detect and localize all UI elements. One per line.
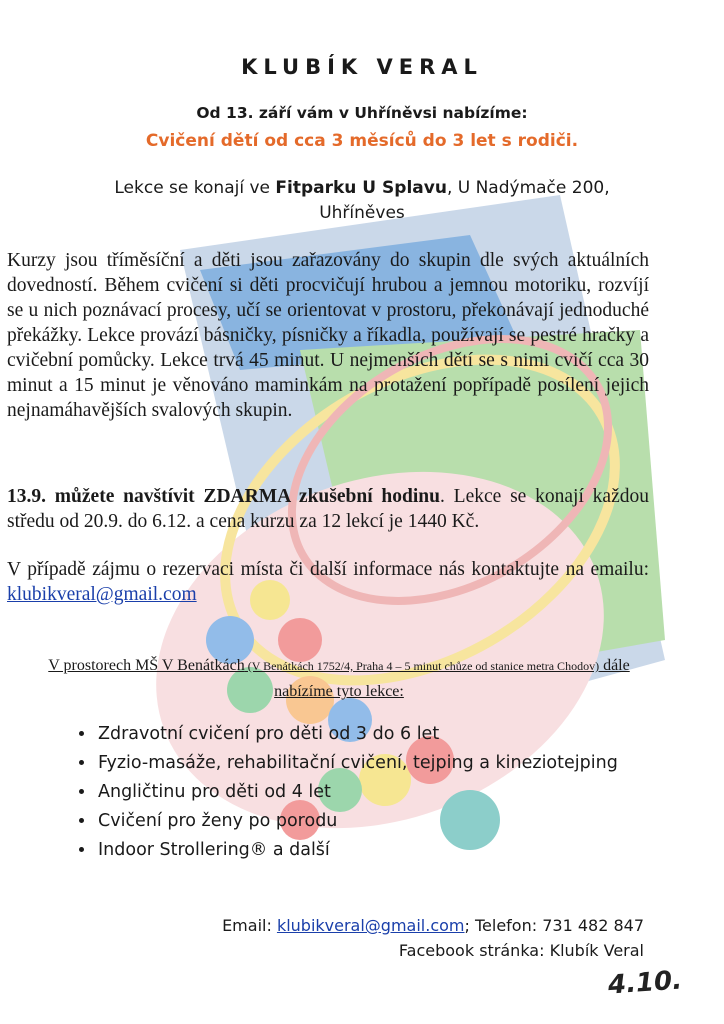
footer-email-link[interactable]: klubikveral@gmail.com bbox=[276, 916, 465, 935]
contact-text: V případě zájmu o rezervaci místa či další informace nás kontaktujte na emailu: bbox=[7, 559, 649, 580]
venue-prefix: Lekce se konají ve bbox=[114, 178, 276, 198]
venue-line bbox=[40, 176, 684, 226]
other-location-address: (V Benátkách 1752/4, Praha 4 – 5 minut chůze od stanice metra Chodov) bbox=[244, 659, 600, 673]
handwritten-date: 4.10. bbox=[607, 965, 683, 1001]
lesson-list bbox=[60, 720, 618, 865]
list-item: • Fyzio-masáže, rehabilitační cvičení, tejping a kineziotejping bbox=[96, 749, 618, 778]
venue-place: Fitparku U Splavu bbox=[275, 178, 447, 198]
other-location-suffix: dále nabízíme tyto lekce: bbox=[274, 657, 630, 700]
contact-footer bbox=[222, 913, 644, 963]
venue-suffix: , U Nadýmače 200, bbox=[446, 178, 610, 198]
other-location-prefix: V prostorech MŠ V Benátkách bbox=[48, 657, 245, 674]
list-item: • Cvičení pro ženy po porodu bbox=[96, 807, 618, 836]
email-link[interactable]: klubikveral@gmail.com bbox=[7, 584, 197, 605]
contact-paragraph bbox=[7, 557, 649, 607]
list-item: • Zdravotní cvičení pro děti od 3 do 6 let bbox=[96, 720, 618, 749]
venue-city: Uhříněves bbox=[319, 203, 405, 223]
course-description: Kurzy jsou tříměsíční a děti jsou zařazovány do skupin dle svých aktuálních dovedností. Během cvičení si děti procvičují hrubou a jemnou motoriku, rozvíjí se u nich poznávací procesy, učí se orientovat v prostoru, překonávají jednoduché překážky. Lekce provází básničky, písničky a říkadla, používají se pestré hračky a cvičební pomůcky. Lekce trvá 45 minut. U nejmenších dětí se s nimi cvičí cca 30 minut a 15 minut je věnováno maminkám na protažení popřípadě posílení jejich nejnamáhavějších svalových skupin. bbox=[7, 250, 649, 421]
other-location bbox=[18, 653, 660, 705]
trial-lesson-details: . Lekce se konají každou středu od 20.9. do 6.12. a cena kurzu za 12 lekcí je 1440 Kč. bbox=[7, 486, 649, 532]
list-item: • Angličtinu pro děti od 4 let bbox=[96, 778, 618, 807]
trial-lesson-paragraph bbox=[7, 484, 649, 534]
email-label: Email: bbox=[222, 916, 277, 935]
subtitle: Od 13. září vám v Uhříněvsi nabízíme: bbox=[196, 104, 528, 122]
phone: ; Telefon: 731 482 847 bbox=[464, 916, 644, 935]
list-item: • Indoor Strollering® a další bbox=[96, 836, 618, 865]
highlight-offer: Cvičení dětí od cca 3 měsíců do 3 let s rodiči. bbox=[145, 131, 579, 151]
facebook-page: Facebook stránka: Klubík Veral bbox=[398, 941, 644, 960]
trial-lesson-highlight: 13.9. můžete navštívit ZDARMA zkušební hodinu bbox=[7, 486, 440, 507]
page-title: KLUBÍK VERAL bbox=[241, 55, 483, 79]
